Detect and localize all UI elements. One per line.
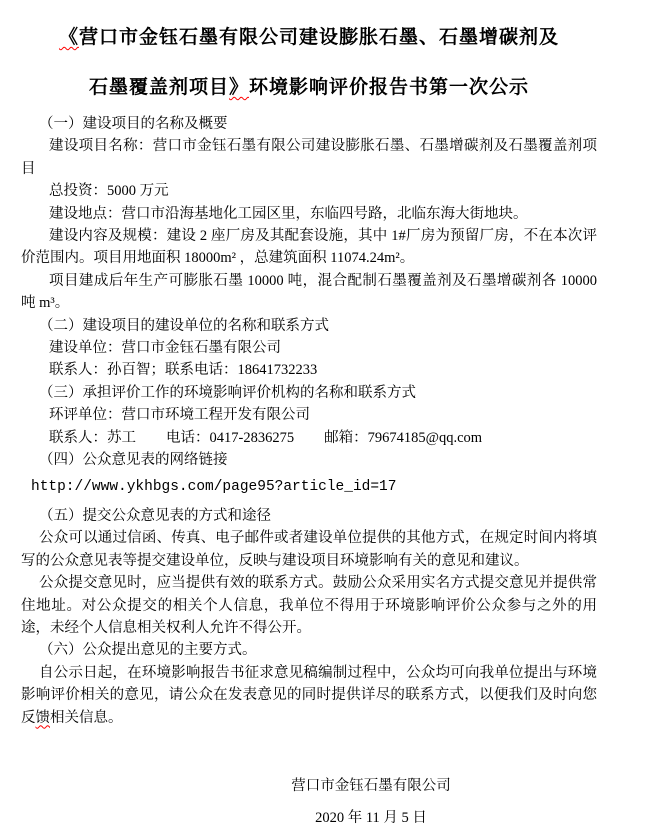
section-6-paragraph-1 bbox=[21, 662, 597, 729]
eia-phone: 电话：0417-2836275 bbox=[166, 429, 295, 446]
document-body bbox=[21, 113, 597, 729]
investment-line: 总投资：5000 万元 bbox=[49, 183, 169, 200]
section-6-heading: （六）公众提出意见的主要方式。 bbox=[39, 642, 257, 659]
project-name-line: 建设项目名称：营口市金钰石墨有限公司建设膨胀石墨、石墨增碳剂及石墨覆盖剂项目 bbox=[21, 138, 597, 177]
section-5-paragraph-1: 公众可以通过信函、传真、电子邮件或者建设单位提供的其他方式，在规定时间内将填写的公众意见表等提交建设单位，反映与建设项目环境影响有关的意见和建议。 bbox=[21, 530, 597, 569]
eia-contact-person: 联系人：苏工 bbox=[49, 429, 136, 446]
scale-paragraph: 建设内容及规模：建设 2 座厂房及其配套设施，其中 1#厂房为预留厂房，不在本次评价范围内。项目用地面积 18000m² ，总建筑面积 11074.24m²。 bbox=[21, 228, 597, 267]
signature-block bbox=[83, 775, 659, 829]
section-5-paragraph-2: 公众提交意见时，应当提供有效的联系方式。鼓励公众采用实名方式提交意见并提供常住地址。对公众提交的相关个人信息，我单位不得用于环境影响评价公众参与之外的用途，未经个人信息相关权利人允许不得公开。 bbox=[21, 575, 597, 636]
eia-email: 邮箱：79674185@qq.com bbox=[324, 429, 483, 446]
spellcheck-underline-open-quote: 《 bbox=[58, 27, 79, 48]
section-6-text-pre: 自公示日起，在环境影响报告书征求意见稿编制过程中，公众均可向我单位提出与环境影响评价相关的意见，请公众在发表意见的同时提供详尽的联系方式，以便我们及时向您反 bbox=[21, 664, 597, 726]
construction-unit-line: 建设单位：营口市金钰石墨有限公司 bbox=[49, 340, 281, 357]
eia-contact-line bbox=[21, 427, 597, 449]
section-5-heading: （五）提交公众意见表的方式和途径 bbox=[39, 507, 271, 524]
title-line-1 bbox=[21, 13, 597, 63]
title-line-2-text-pre: 石墨覆盖剂项目 bbox=[88, 77, 229, 98]
signature-company: 营口市金钰石墨有限公司 bbox=[291, 777, 451, 794]
feedback-form-url: http://www.ykhbgs.com/page95?article_id=17 bbox=[31, 478, 397, 495]
construction-contact-line: 联系人：孙百智；联系电话：18641732233 bbox=[49, 362, 318, 379]
section-2-heading: （二）建设项目的建设单位的名称和联系方式 bbox=[39, 317, 329, 334]
signature-date: 2020 年 11 月 5 日 bbox=[315, 809, 427, 826]
section-3-heading: （三）承担评价工作的环境影响评价机构的名称和联系方式 bbox=[39, 384, 416, 401]
section-4-heading: （四）公众意见表的网络链接 bbox=[39, 452, 228, 469]
capacity-paragraph: 项目建成后年生产可膨胀石墨 10000 吨，混合配制石墨覆盖剂及石墨增碳剂各 10000 吨 m³。 bbox=[21, 272, 597, 312]
title-line-2 bbox=[21, 63, 597, 113]
location-line: 建设地点：营口市沿海基地化工园区里，东临四号路，北临东海大街地块。 bbox=[49, 205, 528, 222]
section-6-text-post: 相关信息。 bbox=[50, 709, 123, 726]
spellcheck-underline-kui: 馈 bbox=[35, 709, 50, 726]
section-1-heading: （一）建设项目的名称及概要 bbox=[39, 116, 228, 132]
eia-unit-line: 环评单位：营口市环境工程开发有限公司 bbox=[49, 407, 310, 424]
title-line-1-text: 营口市金钰石墨有限公司建设膨胀石墨、石墨增碳剂及 bbox=[79, 27, 560, 48]
title-line-2-text-post: 环境影响评价报告书第一次公示 bbox=[249, 77, 530, 98]
spellcheck-underline-close-quote: 》 bbox=[228, 77, 249, 98]
document-title bbox=[21, 13, 597, 113]
